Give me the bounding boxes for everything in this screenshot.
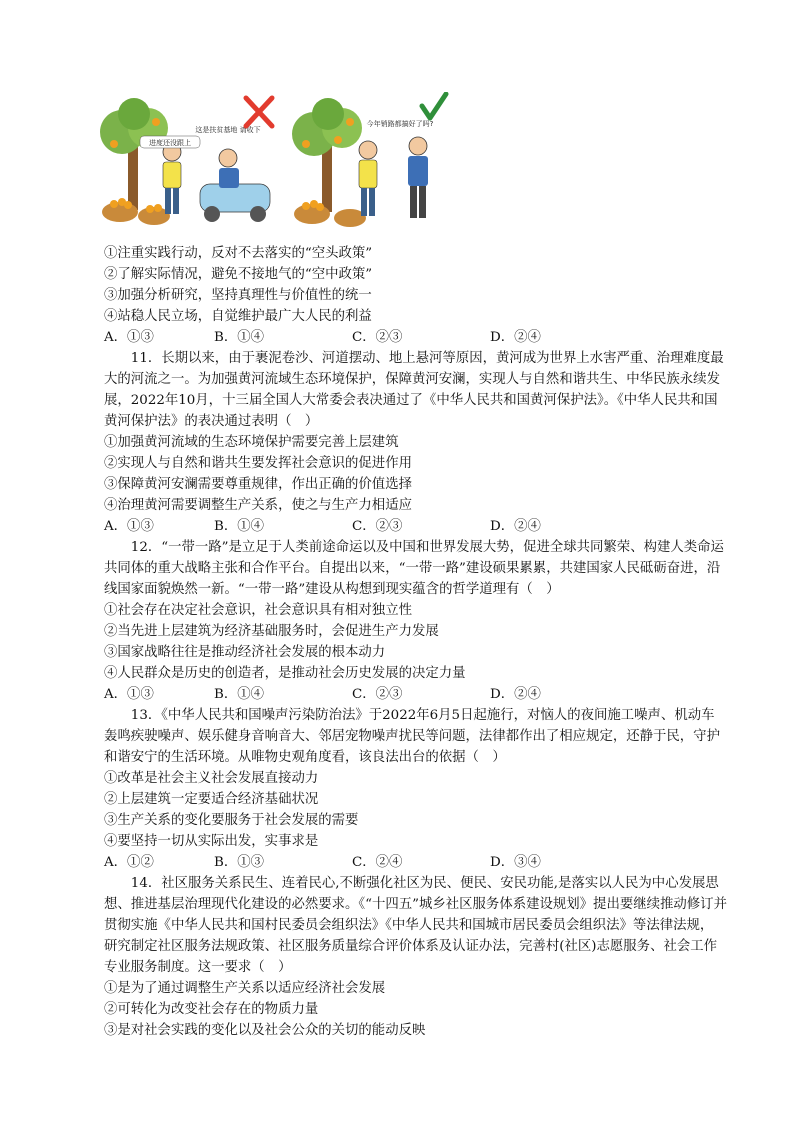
q12-option-1: ①社会存在决定社会意识，社会意识具有相对独立性 <box>104 603 412 618</box>
q13-option-3: ③生产关系的变化要服务于社会发展的需要 <box>104 813 359 828</box>
q13-option-1: ①改革是社会主义社会发展直接动力 <box>104 771 319 786</box>
q13-stem-line-3: 和谐安宁的生活环境。从唯物史观角度看，该良法出台的依据（ ） <box>104 750 506 765</box>
q14-stem-line-2: 想、推进基层治理现代化建设的必然要求。《“十四五”城乡社区服务体系建设规划》提出要继续推动修订并 <box>104 897 727 912</box>
q14-option-2: ②可转化为改变社会存在的物质力量 <box>104 1002 319 1017</box>
q12-choice-a[interactable]: A．①③ <box>104 687 154 702</box>
q10-choice-b[interactable]: B．①④ <box>214 330 265 345</box>
q10-option-2: ②了解实际情况，避免不接地气的“空中政策” <box>104 267 373 282</box>
q12-option-2: ②当先进上层建筑为经济基础服务时，会促进生产力发展 <box>104 624 439 639</box>
q10-option-1: ①注重实践行动，反对不去落实的“空头政策” <box>104 246 373 261</box>
q12-stem-line-3: 线国家面貌焕然一新。“一带一路”建设从构想到现实蕴含的哲学道理有（ ） <box>104 582 560 597</box>
q11-option-3: ③保障黄河安澜需要尊重规律，作出正确的价值选择 <box>104 477 412 492</box>
question-13 <box>104 705 720 873</box>
wrong-mark-icon <box>246 98 272 126</box>
q13-choice-a[interactable]: A．①② <box>104 855 154 870</box>
left-bubble-2-text: 这是扶贫基地 请收下 <box>195 126 261 134</box>
question-11 <box>104 348 724 537</box>
q10-choice-a[interactable]: A．①③ <box>104 330 154 345</box>
q12-choice-b[interactable]: B．①④ <box>214 687 265 702</box>
cartoon-illustration <box>100 92 460 232</box>
q11-stem-line-4: 黄河保护法》的表决通过表明（ ） <box>104 414 319 429</box>
q14-stem-line-1: 14．社区服务关系民生、连着民心,不断强化社区为民、便民、安民功能,是落实以人民为中心发展思 <box>130 876 719 891</box>
q13-stem-line-2: 轰鸣疾驶噪声、娱乐健身音响音大、邻居宠物噪声扰民等问题，法律都作出了相应规定，还静于民，守护 <box>104 729 720 744</box>
q11-choices <box>104 516 694 537</box>
q12-stem-line-2: 共同体的重大战略主张和合作平台。自提出以来，“一带一路”建设硕果累累，共建国家人民砥砺奋进，沿 <box>104 561 721 576</box>
q11-option-4: ④治理黄河需要调整生产关系，使之与生产力相适应 <box>104 498 412 513</box>
question-content <box>104 243 727 1041</box>
q14-stem-line-3: 贯彻实施《中华人民共和国村民委员会组织法》《中华人民共和国城市居民委员会组织法》等法律法规， <box>104 918 714 933</box>
q11-stem-line-2: 大的河流之一。为加强黄河流域生态环境保护，保障黄河安澜，实现人与自然和谐共生、中华民族永续发 <box>104 372 720 387</box>
q13-choice-b[interactable]: B．①③ <box>214 855 265 870</box>
q12-choices <box>104 684 694 705</box>
q10-option-4: ④站稳人民立场，自觉维护最广大人民的利益 <box>104 309 372 324</box>
q13-choice-d[interactable]: D．③④ <box>490 855 541 870</box>
q12-stem-line-1: 12．“一带一路”是立足于人类前途命运以及中国和世界发展大势，促进全球共同繁荣、构建人类命运 <box>130 540 724 555</box>
right-bubble-text: 今年销路都搞好了吗? <box>366 120 434 128</box>
q14-option-1: ①是为了通过调整生产关系以适应经济社会发展 <box>104 981 386 996</box>
left-panel <box>100 98 272 225</box>
q11-choice-a[interactable]: A．①③ <box>104 519 154 534</box>
q12-option-4: ④人民群众是历史的创造者，是推动社会历史发展的决定力量 <box>104 666 466 681</box>
q11-choice-c[interactable]: C．②③ <box>352 519 403 534</box>
q12-choice-d[interactable]: D．②④ <box>490 687 541 702</box>
q13-stem-line-1: 13．《中华人民共和国噪声污染防治法》于2022年6月5日起施行，对恼人的夜间施工噪声、机动车 <box>130 708 715 723</box>
q10-choices <box>104 327 694 348</box>
q13-option-2: ②上层建筑一定要适合经济基础状况 <box>104 792 319 807</box>
q13-choices <box>104 852 694 873</box>
q11-choice-b[interactable]: B．①④ <box>214 519 265 534</box>
right-panel <box>292 94 446 227</box>
question-12 <box>104 537 724 705</box>
q11-option-1: ①加强黄河流域的生态环境保护需要完善上层建筑 <box>104 435 399 450</box>
q10-choice-c[interactable]: C．②③ <box>352 330 403 345</box>
q14-stem-line-5: 专业服务制度。这一要求（ ） <box>104 960 292 975</box>
q11-stem-line-1: 11．长期以来，由于裹泥卷沙、河道摆动、地上悬河等原因，黄河成为世界上水害严重、治理难度最 <box>130 351 724 366</box>
q14-stem-line-4: 研究制定社区服务法规政策、社区服务质量综合评价体系及认证办法，完善村(社区)志愿服务、社会工作 <box>104 939 718 954</box>
q11-stem-line-3: 展，2022年10月，十三届全国人大常委会表决通过了《中华人民共和国黄河保护法》。《中华人民共和国 <box>104 393 718 408</box>
q11-option-2: ②实现人与自然和谐共生要发挥社会意识的促进作用 <box>104 456 412 471</box>
q10-choice-d[interactable]: D．②④ <box>490 330 541 345</box>
q13-choice-c[interactable]: C．②④ <box>352 855 403 870</box>
q12-choice-c[interactable]: C．②③ <box>352 687 403 702</box>
q13-option-4: ④要坚持一切从实际出发，实事求是 <box>104 834 319 849</box>
q14-option-3: ③是对社会实践的变化以及社会公众的关切的能动反映 <box>104 1023 426 1038</box>
q11-choice-d[interactable]: D．②④ <box>490 519 541 534</box>
question-14 <box>104 873 727 1041</box>
correct-mark-icon <box>422 94 446 118</box>
left-bubble-1-text: 进度还没跟上 <box>149 139 191 147</box>
q12-option-3: ③国家战略往往是推动经济社会发展的根本动力 <box>104 645 386 660</box>
question-10 <box>104 243 694 348</box>
q10-option-3: ③加强分析研究，坚持真理性与价值性的统一 <box>104 288 372 303</box>
